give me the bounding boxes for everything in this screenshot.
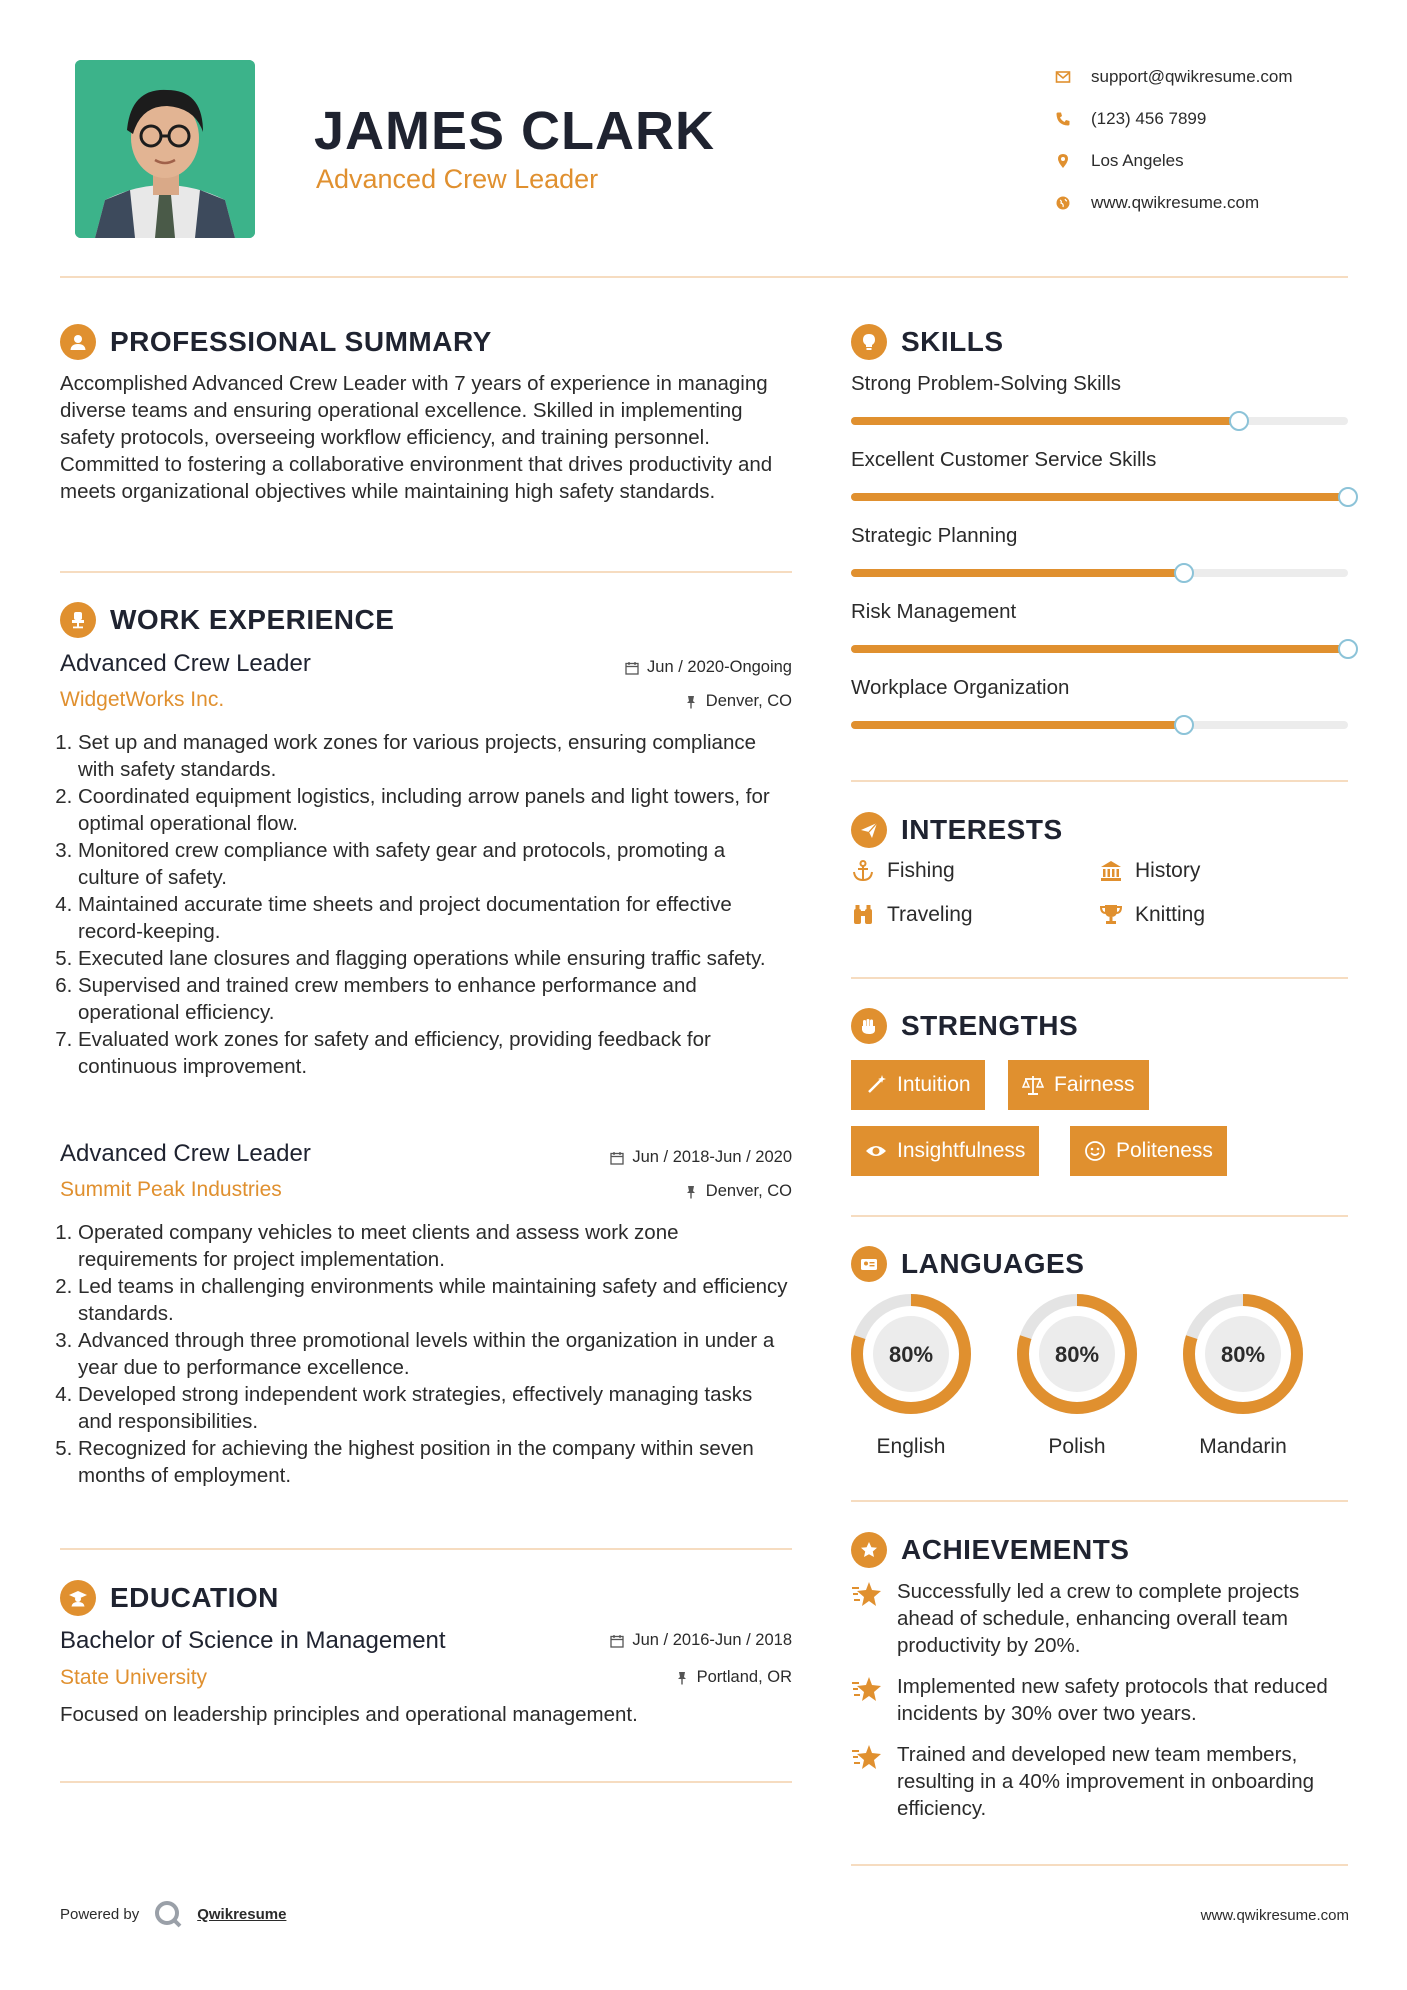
job-company: Summit Peak Industries	[60, 1178, 282, 1201]
achievement-text: Successfully led a crew to complete projects ahead of schedule, enhancing overall team productivity by 20%.	[897, 1580, 1300, 1657]
interest-item	[851, 859, 955, 883]
skill-bar	[851, 417, 1348, 425]
contact-phone[interactable]	[1055, 98, 1355, 140]
qwikresume-logo-icon	[153, 1899, 183, 1929]
job-date-text: Jun / 2020-Ongoing	[647, 658, 792, 676]
skill-bar-fill	[851, 569, 1184, 577]
skill-bar-knob	[1338, 639, 1358, 659]
list-item: 3. Monitored crew compliance with safety gear and protocols, promoting a culture of safety.	[78, 837, 792, 891]
phone-icon	[1055, 111, 1091, 127]
language-donut	[1181, 1292, 1305, 1416]
list-item: 1. Set up and managed work zones for various projects, ensuring compliance with safety standards.	[78, 729, 792, 783]
job-location-text: Denver, CO	[705, 1182, 792, 1200]
calendar-icon	[625, 661, 639, 675]
list-item: 5. Recognized for achieving the highest position in the company within seven months of employment.	[78, 1435, 792, 1489]
paper-plane-icon	[851, 812, 887, 848]
interest-label: Knitting	[1135, 903, 1206, 926]
graduate-icon	[60, 1580, 96, 1616]
language-donut	[1015, 1292, 1139, 1416]
education-date-text: Jun / 2016-Jun / 2018	[632, 1631, 792, 1649]
interests-divider	[851, 977, 1348, 979]
trophy-icon	[1099, 903, 1123, 927]
education-date	[610, 1631, 792, 1650]
contact-website[interactable]	[1055, 182, 1355, 224]
interest-item	[851, 903, 973, 927]
skill-name: Workplace Organization	[851, 676, 1070, 699]
strengths-divider	[851, 1215, 1348, 1217]
job-title: Advanced Crew Leader	[60, 1140, 311, 1167]
achievement-text: Implemented new safety protocols that reduced incidents by 30% over two years.	[897, 1675, 1328, 1725]
job-location	[684, 692, 792, 711]
contact-list	[1055, 56, 1355, 224]
smile-icon	[1084, 1140, 1106, 1162]
achievement-item	[851, 1578, 1348, 1659]
language-percent: 80%	[1220, 1342, 1266, 1367]
skill-name: Strategic Planning	[851, 524, 1018, 547]
pushpin-icon	[684, 1185, 698, 1199]
anchor-icon	[851, 859, 875, 883]
contact-location	[1055, 140, 1355, 182]
strength-tag	[1070, 1126, 1227, 1176]
summary-text: Accomplished Advanced Crew Leader with 7 years of experience in managing diverse teams and ensuring operational excellence. Skilled in implementing safety protocols, overseeing workflow efficiency, and training personnel. Committed to fostering a collaborative environment that drives productivity and meets organizational objectives while maintaining high safety standards.	[60, 372, 773, 503]
interest-item	[1099, 859, 1200, 883]
strength-label: Insightfulness	[897, 1139, 1026, 1162]
footer-powered-by	[60, 1899, 286, 1929]
contact-email[interactable]	[1055, 56, 1355, 98]
list-item: 1. Operated company vehicles to meet clients and assess work zone requirements for project implementation.	[78, 1219, 792, 1273]
work-divider	[60, 1548, 792, 1550]
qwikresume-link[interactable]: Qwikresume	[197, 1905, 287, 1923]
skill-bar	[851, 569, 1348, 577]
skill-name: Strong Problem-Solving Skills	[851, 372, 1122, 395]
scales-icon	[1022, 1074, 1044, 1096]
education-title: EDUCATION	[110, 1582, 279, 1613]
language-percent: 80%	[888, 1342, 934, 1367]
wand-icon	[865, 1074, 887, 1096]
interests-heading	[851, 812, 1063, 848]
contact-website-text: www.qwikresume.com	[1091, 193, 1260, 212]
job-location	[684, 1182, 792, 1201]
strength-label: Fairness	[1054, 1073, 1135, 1096]
id-card-icon	[851, 1246, 887, 1282]
calendar-icon	[610, 1634, 624, 1648]
skill-bar-fill	[851, 493, 1348, 501]
summary-title: PROFESSIONAL SUMMARY	[110, 326, 492, 357]
skill-bar-fill	[851, 417, 1239, 425]
star-icon	[851, 1743, 883, 1773]
achievement-text: Trained and developed new team members, resulting in a 40% improvement in onboarding efficiency.	[897, 1743, 1315, 1820]
achievement-item	[851, 1741, 1348, 1822]
candidate-role: Advanced Crew Leader	[316, 164, 599, 194]
skill-bar-knob	[1174, 563, 1194, 583]
user-icon	[60, 324, 96, 360]
job-bullets	[60, 729, 792, 1080]
skill-bar	[851, 645, 1348, 653]
job-date	[625, 658, 792, 677]
interest-label: Traveling	[887, 903, 973, 926]
education-heading	[60, 1580, 279, 1616]
job-title: Advanced Crew Leader	[60, 650, 311, 677]
eye-icon	[865, 1140, 887, 1162]
skill-bar-knob	[1338, 487, 1358, 507]
strength-label: Politeness	[1116, 1139, 1213, 1162]
summary-divider	[60, 571, 792, 573]
skills-heading	[851, 324, 1004, 360]
star-icon	[851, 1675, 883, 1705]
list-item: 5. Executed lane closures and flagging operations while ensuring traffic safety.	[78, 945, 792, 972]
job-location-text: Denver, CO	[705, 692, 792, 710]
strength-label: Intuition	[897, 1073, 971, 1096]
language-name: Polish	[1048, 1435, 1106, 1458]
fist-icon	[851, 1008, 887, 1044]
language-percent: 80%	[1054, 1342, 1100, 1367]
job-company: WidgetWorks Inc.	[60, 688, 225, 711]
job-date	[610, 1148, 792, 1167]
skill-bar	[851, 493, 1348, 501]
achievements-heading	[851, 1532, 1129, 1568]
contact-location-text: Los Angeles	[1091, 151, 1184, 170]
job-bullets	[60, 1219, 792, 1489]
education-location-text: Portland, OR	[696, 1668, 792, 1686]
star-badge-icon	[851, 1532, 887, 1568]
strength-tag	[851, 1126, 1039, 1176]
language-item	[1015, 1292, 1139, 1459]
school-name: State University	[60, 1666, 208, 1689]
globe-icon	[1055, 195, 1091, 211]
summary-heading	[60, 324, 492, 360]
list-item: 6. Supervised and trained crew members to enhance performance and operational efficiency.	[78, 972, 792, 1026]
skill-bar-knob	[1174, 715, 1194, 735]
skills-divider	[851, 780, 1348, 782]
language-donut	[849, 1292, 973, 1416]
museum-icon	[1099, 859, 1123, 883]
skill-name: Excellent Customer Service Skills	[851, 448, 1157, 471]
profile-photo	[75, 60, 255, 238]
list-item: 4. Maintained accurate time sheets and project documentation for effective record-keeping.	[78, 891, 792, 945]
interest-label: Fishing	[887, 859, 955, 882]
list-item: 3. Advanced through three promotional levels within the organization in under a year due to performance excellence.	[78, 1327, 792, 1381]
envelope-icon	[1055, 69, 1091, 85]
list-item: 2. Led teams in challenging environments while maintaining safety and efficiency standards.	[78, 1273, 792, 1327]
language-item	[1181, 1292, 1305, 1459]
interest-item	[1099, 903, 1205, 927]
candidate-name: JAMES CLARK	[314, 101, 716, 161]
skill-bar	[851, 721, 1348, 729]
lightbulb-icon	[851, 324, 887, 360]
skill-bar-fill	[851, 721, 1184, 729]
strengths-title: STRENGTHS	[901, 1010, 1079, 1041]
header-divider	[60, 276, 1348, 278]
interests-title: INTERESTS	[901, 814, 1063, 845]
language-name: English	[876, 1435, 946, 1458]
footer-website[interactable]: www.qwikresume.com	[1200, 1907, 1349, 1924]
skills-title: SKILLS	[901, 326, 1004, 357]
education-description: Focused on leadership principles and operational management.	[60, 1703, 638, 1726]
binoculars-icon	[851, 903, 875, 927]
map-pin-icon	[1055, 153, 1091, 169]
work-title: WORK EXPERIENCE	[110, 604, 395, 635]
language-item	[849, 1292, 973, 1459]
achievements-title: ACHIEVEMENTS	[901, 1534, 1130, 1565]
list-item: 4. Developed strong independent work strategies, effectively managing tasks and responsibilities.	[78, 1381, 792, 1435]
achievements-divider	[851, 1864, 1348, 1866]
contact-phone-text: (123) 456 7899	[1091, 109, 1207, 128]
skill-name: Risk Management	[851, 600, 1017, 623]
education-location	[675, 1668, 792, 1687]
education-divider	[60, 1781, 792, 1783]
powered-by-label: Powered by	[60, 1905, 140, 1923]
star-icon	[851, 1580, 883, 1610]
strengths-heading	[851, 1008, 1078, 1044]
pushpin-icon	[675, 1671, 689, 1685]
work-heading	[60, 602, 394, 638]
chair-icon	[60, 602, 96, 638]
pushpin-icon	[684, 695, 698, 709]
contact-email-text: support@qwikresume.com	[1091, 67, 1293, 86]
strength-tag	[851, 1060, 985, 1110]
skill-bar-knob	[1229, 411, 1249, 431]
skill-bar-fill	[851, 645, 1348, 653]
languages-heading	[851, 1246, 1084, 1282]
degree-title: Bachelor of Science in Management	[60, 1627, 446, 1654]
strength-tag	[1008, 1060, 1149, 1110]
interest-label: History	[1135, 859, 1201, 882]
languages-title: LANGUAGES	[901, 1248, 1085, 1279]
languages-divider	[851, 1500, 1348, 1502]
list-item: 7. Evaluated work zones for safety and efficiency, providing feedback for continuous improvement.	[78, 1026, 792, 1080]
calendar-icon	[610, 1151, 624, 1165]
list-item: 2. Coordinated equipment logistics, including arrow panels and light towers, for optimal operational flow.	[78, 783, 792, 837]
achievement-item	[851, 1673, 1348, 1727]
job-date-text: Jun / 2018-Jun / 2020	[632, 1148, 792, 1166]
language-name: Mandarin	[1199, 1435, 1287, 1458]
